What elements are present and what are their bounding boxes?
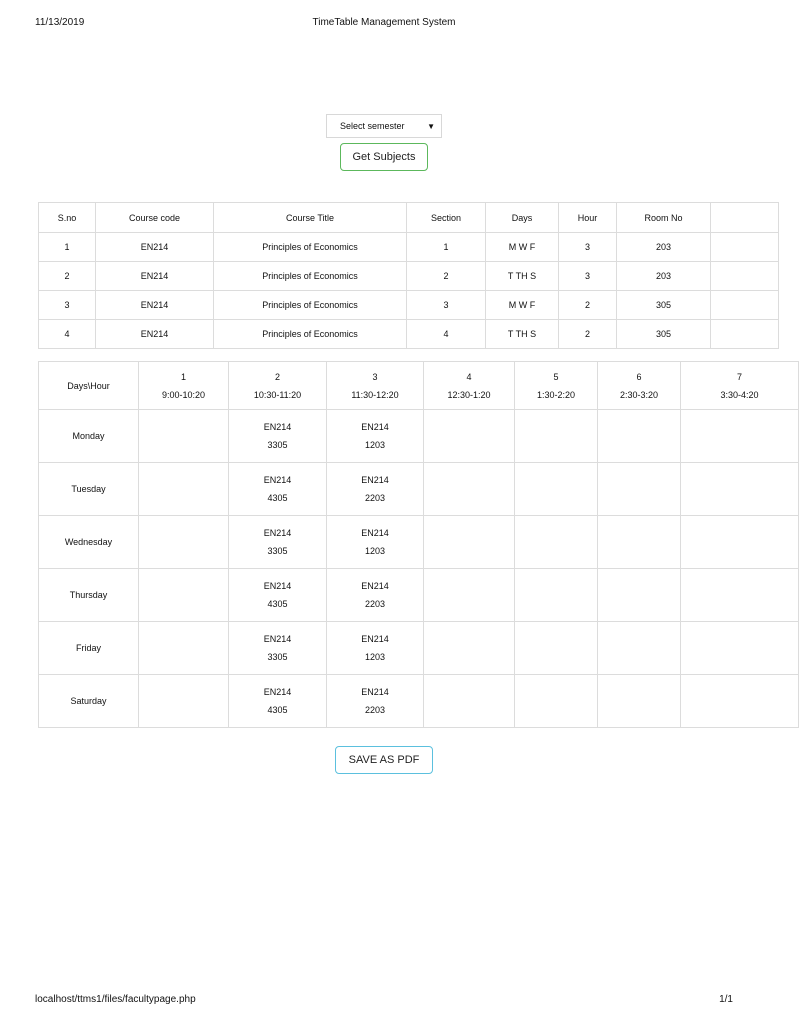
slot-course: EN214: [263, 634, 292, 644]
subject-cell: 3: [407, 291, 486, 320]
slot-course: EN214: [263, 528, 292, 538]
header-course-code: Course code: [96, 203, 214, 233]
subject-cell: 3: [559, 262, 617, 291]
timetable-slot: [229, 675, 327, 728]
timetable-slot: [424, 675, 515, 728]
day-row: [39, 463, 799, 516]
day-row: [39, 622, 799, 675]
timetable-slot: [139, 569, 229, 622]
hour-header: [327, 362, 424, 410]
hour-number: 1: [180, 371, 186, 382]
subject-cell: M W F: [486, 233, 559, 262]
timetable-slot: [681, 622, 799, 675]
timetable-slot: [515, 516, 598, 569]
slot-course: EN214: [263, 475, 292, 485]
subject-row: [39, 291, 779, 320]
slot-room: 4305: [267, 705, 288, 715]
subject-cell: Principles of Economics: [214, 233, 407, 262]
day-label: Monday: [39, 410, 139, 463]
header-extra: [711, 203, 779, 233]
slot-course: EN214: [361, 528, 389, 538]
hour-header: [515, 362, 598, 410]
slot-course: EN214: [361, 687, 389, 697]
subject-cell: 4: [407, 320, 486, 349]
day-label: Friday: [39, 622, 139, 675]
timetable-slot: [598, 410, 681, 463]
slot-room: 1203: [364, 546, 386, 556]
subject-cell: [711, 262, 779, 291]
slot-course: EN214: [361, 422, 389, 432]
subject-cell: Principles of Economics: [214, 262, 407, 291]
timetable-slot: [327, 516, 424, 569]
slot-room: 2203: [364, 705, 386, 715]
header-days: Days: [486, 203, 559, 233]
slot-course: EN214: [263, 687, 292, 697]
timetable-slot: [327, 622, 424, 675]
slot-course: EN214: [263, 422, 292, 432]
timetable-slot: [139, 622, 229, 675]
subject-cell: 305: [617, 320, 711, 349]
day-row: [39, 516, 799, 569]
subject-row: [39, 233, 779, 262]
timetable-slot: [424, 569, 515, 622]
timetable-slot: [229, 410, 327, 463]
timetable-container[interactable]: [38, 361, 759, 732]
day-label: Saturday: [39, 675, 139, 728]
hour-header: [681, 362, 799, 410]
header-section: Section: [407, 203, 486, 233]
hour-number: 6: [636, 371, 642, 382]
slot-room: 3305: [267, 652, 288, 662]
slot-course: EN214: [361, 634, 389, 644]
print-date: 11/13/2019: [35, 17, 85, 28]
hour-number: 5: [553, 371, 559, 382]
header-hour: Hour: [559, 203, 617, 233]
slot-room: 3305: [267, 546, 288, 556]
subject-cell: Principles of Economics: [214, 291, 407, 320]
subject-cell: 203: [617, 233, 711, 262]
timetable-slot: [139, 463, 229, 516]
day-row: [39, 675, 799, 728]
header-course-title: Course Title: [214, 203, 407, 233]
day-row: [39, 410, 799, 463]
hour-header: [139, 362, 229, 410]
timetable-slot: [229, 569, 327, 622]
timetable-slot: [515, 622, 598, 675]
slot-room: 4305: [267, 599, 288, 609]
hour-time: 10:30-11:20: [253, 389, 302, 400]
subject-cell: 2: [559, 320, 617, 349]
print-url: localhost/ttms1/files/facultypage.php: [35, 994, 196, 1005]
slot-room: 2203: [364, 599, 386, 609]
hour-time: 3:30-4:20: [720, 389, 759, 400]
semester-select-value: Select semester: [340, 121, 405, 131]
hour-time: 9:00-10:20: [161, 389, 206, 400]
subject-cell: 2: [407, 262, 486, 291]
timetable-slot: [515, 569, 598, 622]
timetable-slot: [139, 675, 229, 728]
hour-number: 7: [736, 371, 742, 382]
timetable-slot: [424, 410, 515, 463]
get-subjects-button[interactable]: Get Subjects: [340, 143, 428, 171]
slot-room: 3305: [267, 440, 288, 450]
hour-time: 11:30-12:20: [351, 389, 399, 400]
slot-course: EN214: [361, 475, 389, 485]
header-sno: S.no: [39, 203, 96, 233]
hour-number: 4: [466, 371, 472, 382]
chevron-down-icon: ▼: [427, 121, 435, 131]
day-label: Thursday: [39, 569, 139, 622]
slot-room: 1203: [364, 652, 386, 662]
timetable-corner: Days\Hour: [39, 362, 139, 410]
subject-cell: EN214: [96, 233, 214, 262]
hour-header: [598, 362, 681, 410]
timetable-slot: [139, 516, 229, 569]
slot-room: 1203: [364, 440, 386, 450]
hour-number: 3: [372, 371, 378, 382]
subject-cell: 4: [39, 320, 96, 349]
timetable-slot: [424, 463, 515, 516]
timetable-header-row: [39, 362, 799, 410]
subject-cell: 203: [617, 262, 711, 291]
slot-course: EN214: [263, 581, 292, 591]
timetable-slot: [327, 463, 424, 516]
hour-time: 12:30-1:20: [447, 389, 491, 400]
subject-cell: Principles of Economics: [214, 320, 407, 349]
semester-select[interactable]: [326, 114, 442, 138]
save-as-pdf-button[interactable]: SAVE AS PDF: [335, 746, 433, 774]
subjects-table: [38, 202, 779, 349]
hour-time: 2:30-3:20: [619, 389, 659, 400]
subject-cell: [711, 320, 779, 349]
timetable-slot: [515, 410, 598, 463]
day-label: Wednesday: [39, 516, 139, 569]
timetable-slot: [598, 622, 681, 675]
timetable-grid: [38, 361, 799, 728]
slot-room: 2203: [364, 493, 386, 503]
print-page-number: 1/1: [719, 994, 733, 1005]
subject-cell: T TH S: [486, 320, 559, 349]
subject-cell: 1: [39, 233, 96, 262]
timetable-slot: [515, 675, 598, 728]
timetable-slot: [327, 569, 424, 622]
timetable-slot: [681, 463, 799, 516]
header-room-no: Room No: [617, 203, 711, 233]
subject-cell: 2: [39, 262, 96, 291]
timetable-slot: [229, 463, 327, 516]
subject-cell: T TH S: [486, 262, 559, 291]
timetable-slot: [229, 622, 327, 675]
timetable-slot: [681, 569, 799, 622]
timetable-slot: [598, 569, 681, 622]
subject-cell: M W F: [486, 291, 559, 320]
print-footer: [0, 994, 768, 1008]
subject-row: [39, 320, 779, 349]
timetable-slot: [598, 463, 681, 516]
subjects-header-row: [39, 203, 779, 233]
subject-cell: [711, 291, 779, 320]
timetable-slot: [327, 410, 424, 463]
hour-number: 2: [274, 371, 280, 382]
subject-cell: 2: [559, 291, 617, 320]
hour-time: 1:30-2:20: [536, 389, 576, 400]
subject-cell: 3: [559, 233, 617, 262]
timetable-slot: [681, 410, 799, 463]
timetable-slot: [515, 463, 598, 516]
day-label: Tuesday: [39, 463, 139, 516]
day-row: [39, 569, 799, 622]
subjects-table-container[interactable]: [38, 202, 732, 350]
timetable-slot: [598, 516, 681, 569]
timetable-slot: [681, 516, 799, 569]
slot-room: 4305: [267, 493, 288, 503]
timetable-slot: [139, 410, 229, 463]
subject-row: [39, 262, 779, 291]
timetable-slot: [327, 675, 424, 728]
timetable-slot: [681, 675, 799, 728]
subject-cell: EN214: [96, 291, 214, 320]
subject-cell: [711, 233, 779, 262]
page-title: TimeTable Management System: [312, 17, 456, 28]
timetable-slot: [424, 622, 515, 675]
subject-cell: EN214: [96, 262, 214, 291]
subject-cell: 1: [407, 233, 486, 262]
hour-header: [424, 362, 515, 410]
timetable-slot: [598, 675, 681, 728]
slot-course: EN214: [361, 581, 389, 591]
subject-cell: EN214: [96, 320, 214, 349]
timetable-slot: [229, 516, 327, 569]
hour-header: [229, 362, 327, 410]
timetable-slot: [424, 516, 515, 569]
subject-cell: 3: [39, 291, 96, 320]
subject-cell: 305: [617, 291, 711, 320]
print-header: [0, 17, 768, 31]
